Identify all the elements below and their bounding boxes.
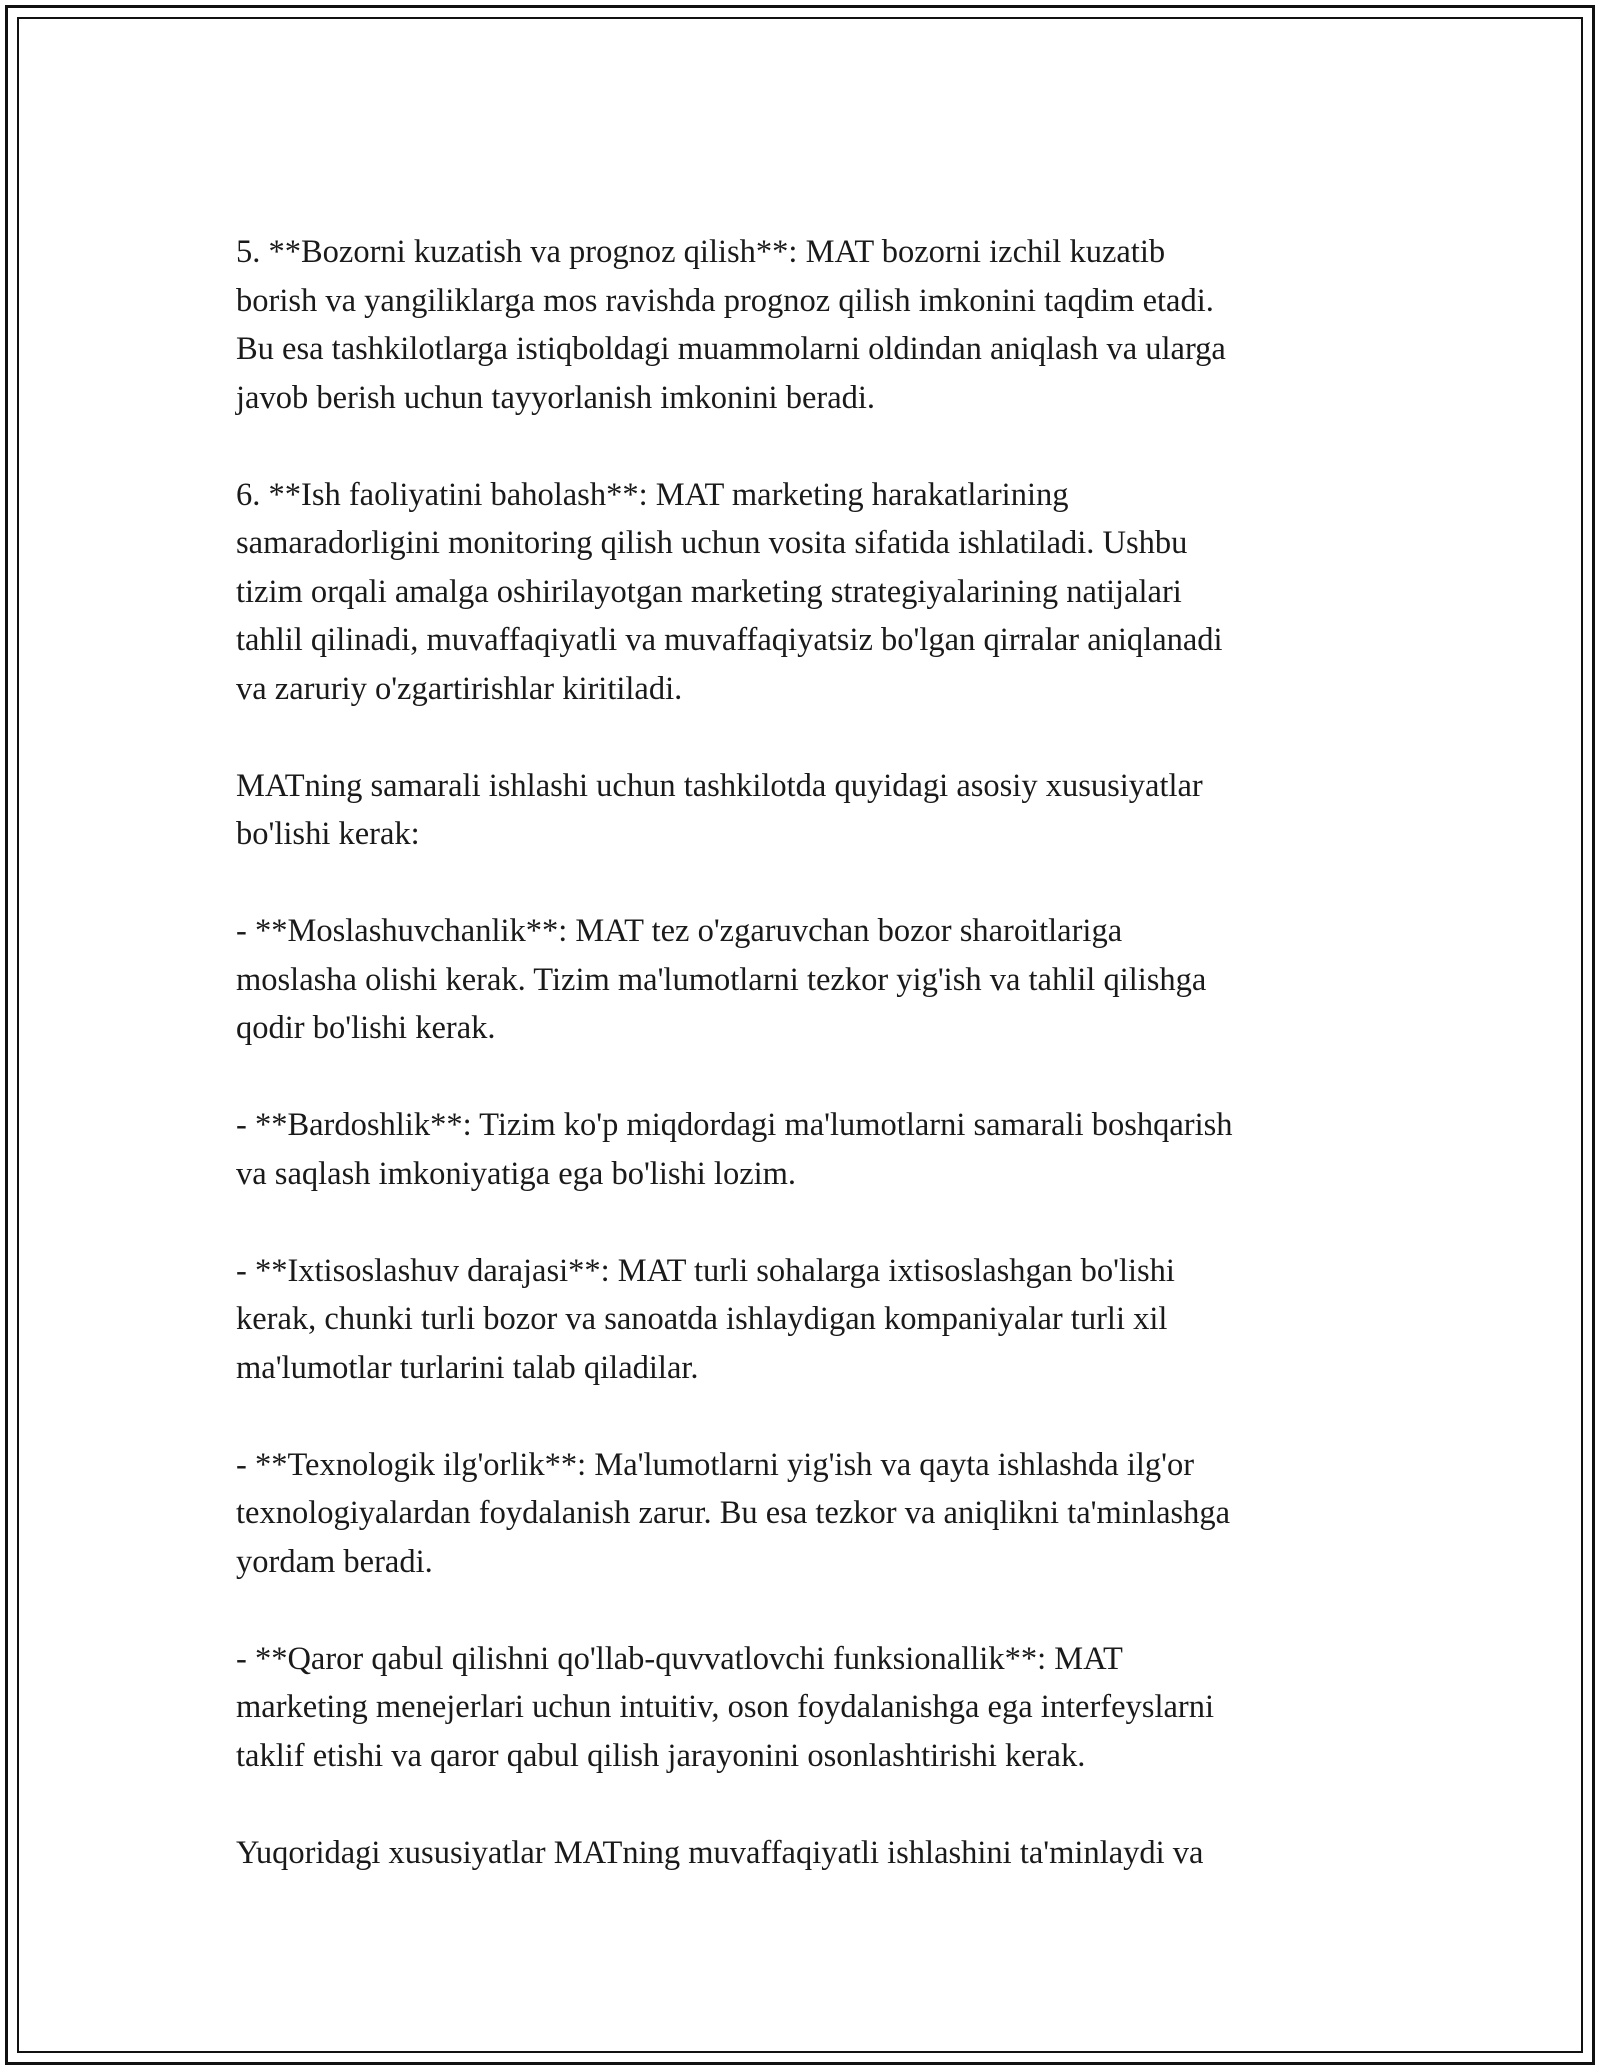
text-line: MATning samarali ishlashi uchun tashkilotda quyidagi asosiy xususiyatlar	[236, 767, 1203, 804]
paragraph-feature-technology	[236, 1441, 1386, 1587]
paragraph-conclusion	[236, 1829, 1386, 1878]
text-line: borish va yangiliklarga mos ravishda prognoz qilish imkonini taqdim etadi.	[236, 282, 1214, 319]
text-line: samaradorligini monitoring qilish uchun vosita sifatida ishlatiladi. Ushbu	[236, 525, 1188, 561]
text-line: va zaruriy o'zgartirishlar kiritiladi.	[236, 670, 683, 707]
text-line: Bu esa tashkilotlarga istiqboldagi muammolarni oldindan aniqlash va ularga	[236, 331, 1226, 367]
text-line: tizim orqali amalga oshirilayotgan marketing strategiyalarining natijalari	[236, 573, 1182, 610]
text-line: - **Moslashuvchanlik**: MAT tez o'zgaruvchan bozor sharoitlariga	[236, 913, 1123, 949]
text-line: va saqlash imkoniyatiga ega bo'lishi lozim.	[236, 1155, 797, 1192]
text-line: qodir bo'lishi kerak.	[236, 1010, 496, 1046]
text-line: tahlil qilinadi, muvaffaqiyatli va muvaffaqiyatsiz bo'lgan qirralar aniqlanadi	[236, 622, 1223, 658]
text-line: texnologiyalardan foydalanish zarur. Bu esa tezkor va aniqlikni ta'minlashga	[236, 1495, 1231, 1531]
paragraph-feature-flexibility	[236, 907, 1386, 1053]
text-line: - **Qaror qabul qilishni qo'llab-quvvatlovchi funksionallik**: MAT	[236, 1640, 1123, 1677]
paragraph-intro-features	[236, 762, 1386, 859]
text-line: javob berish uchun tayyorlanish imkonini beradi.	[236, 379, 876, 416]
text-line: Yuqoridagi xususiyatlar MATning muvaffaqiyatli ishlashini ta'minlaydi va	[236, 1834, 1204, 1871]
paragraph-item-6	[236, 471, 1386, 714]
paragraph-feature-decision-support	[236, 1635, 1386, 1781]
document-body	[236, 228, 1386, 1877]
text-line: 6. **Ish faoliyatini baholash**: MAT marketing harakatlarining	[236, 476, 1069, 513]
text-line: marketing menejerlari uchun intuitiv, oson foydalanishga ega interfeyslarni	[236, 1689, 1214, 1725]
paragraph-item-5	[236, 228, 1386, 422]
text-line: kerak, chunki turli bozor va sanoatda ishlaydigan kompaniyalar turli xil	[236, 1301, 1168, 1337]
text-line: moslasha olishi kerak. Tizim ma'lumotlarni tezkor yig'ish va tahlil qilishga	[236, 961, 1207, 998]
text-line: ma'lumotlar turlarini talab qiladilar.	[236, 1349, 699, 1386]
text-line: taklif etishi va qaror qabul qilish jarayonini osonlashtirishi kerak.	[236, 1737, 1086, 1774]
text-line: 5. **Bozorni kuzatish va prognoz qilish**: MAT bozorni izchil kuzatib	[236, 234, 1166, 270]
text-line: bo'lishi kerak:	[236, 816, 420, 852]
paragraph-feature-specialization	[236, 1247, 1386, 1393]
text-line: yordam beradi.	[236, 1543, 433, 1580]
text-line: - **Ixtisoslashuv darajasi**: MAT turli sohalarga ixtisoslashgan bo'lishi	[236, 1252, 1175, 1289]
text-line: - **Texnologik ilg'orlik**: Ma'lumotlarni yig'ish va qayta ishlashda ilg'or	[236, 1446, 1195, 1483]
text-line: - **Bardoshlik**: Tizim ko'p miqdordagi ma'lumotlarni samarali boshqarish	[236, 1107, 1233, 1143]
paragraph-feature-durability	[236, 1101, 1386, 1198]
